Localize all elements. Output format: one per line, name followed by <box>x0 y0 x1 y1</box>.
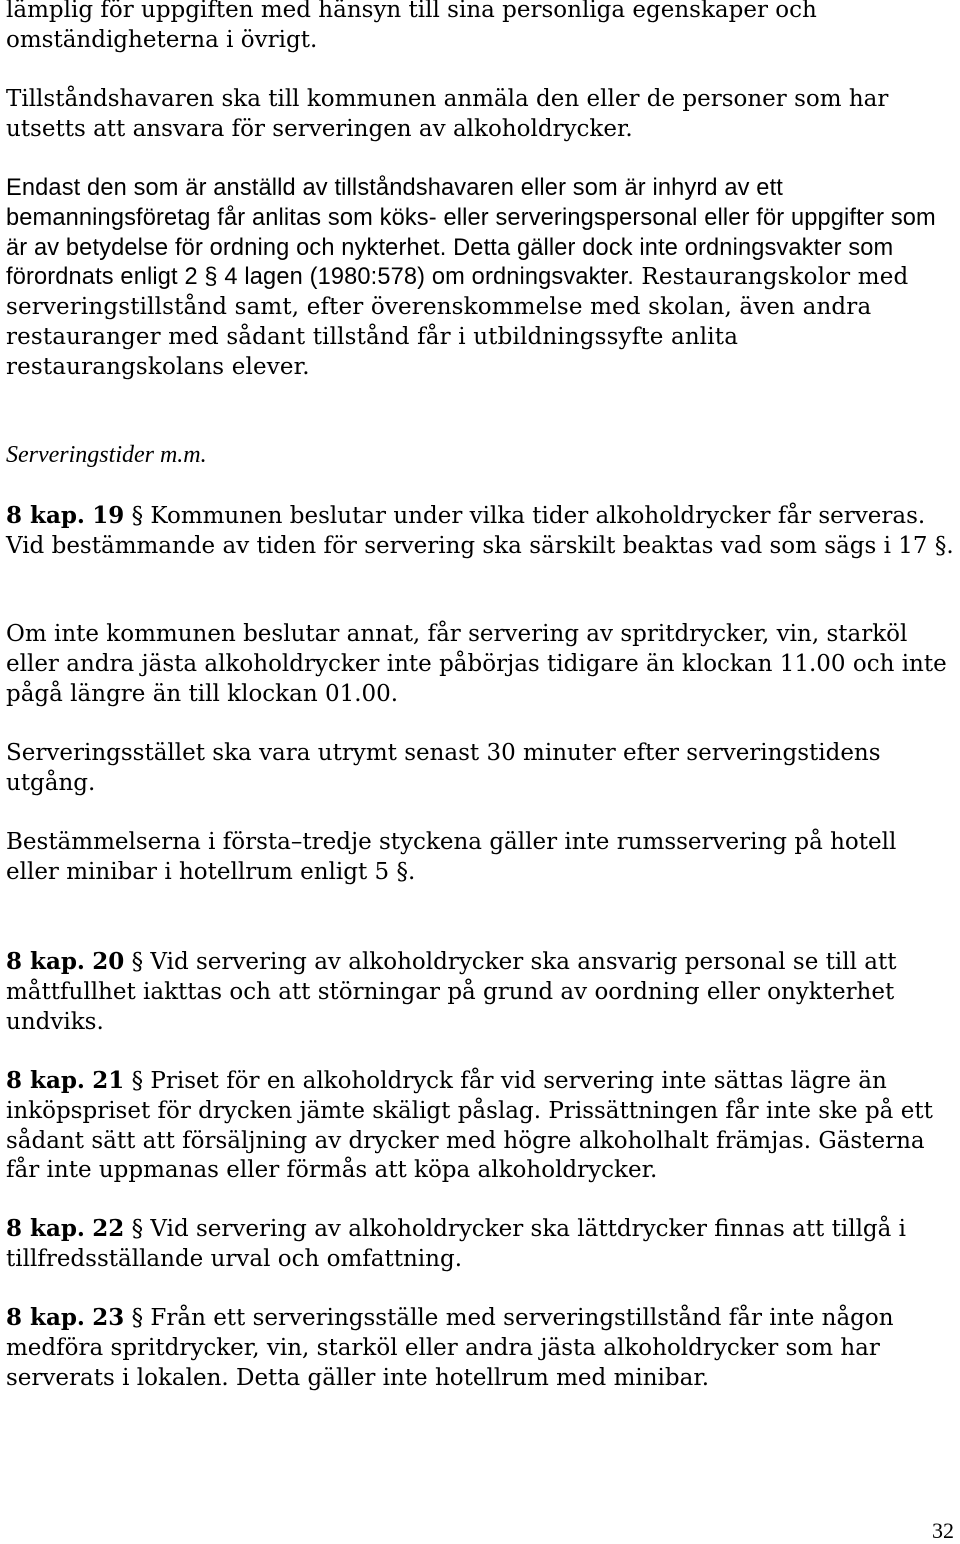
page-number: 32 <box>932 1518 954 1543</box>
section-sign: § <box>396 858 408 885</box>
section-sign: § <box>131 503 144 529</box>
paragraph-3: Endast den som är anställd av tillståndshavaren eller som är inhyrd av ett bemanningsföretag får anlitas som köks- eller serveringspersonal eller för uppgifter som är av betydelse för ordning och nykterhet. Detta gäller dock inte ordningsvakter som förordnats enligt 2 § 4 lagen (1980:578) om ordningsvakter. Restaurangskolor med serveringstillstånd samt, efter överenskommelse med skolan, även andra restauranger med sådant tillstånd får i utbildningssyfte anlita restaurangskolans elever. <box>6 175 936 380</box>
paragraph-19-fourth: Bestämmelserna i första–tredje styckena gäller inte rumsservering på hotell eller minibar i hotellrum enligt 5 §. <box>6 829 897 885</box>
paragraph-19-second: Om inte kommunen beslutar annat, får servering av spritdrycker, vin, starköl eller andra jästa alkoholdrycker inte påbörjas tidigare än klockan 11.00 och inte pågå längre än till klockan 01.00. <box>6 621 947 707</box>
paragraph-22: 8 kap. 22 § Vid servering av alkoholdrycker ska lättdrycker finnas att tillgå i tillfredsställande urval och omfattning. <box>6 1215 907 1272</box>
paragraph-21: 8 kap. 21 § Priset för en alkoholdryck får vid servering inte sättas lägre än inköpspriset för drycken jämte skäligt påslag. Prissättningen får inte ske på ett sådant sätt att försäljning av drycker med högre alkoholhalt främjas. Gästerna får inte uppmanas eller förmås att köpa alkoholdrycker. <box>6 1067 933 1184</box>
paragraph-23: 8 kap. 23 § Från ett serveringsställe med serveringstillstånd får inte någon medföra spritdrycker, vin, starköl eller andra jästa alkoholdrycker som har serverats i lokalen. Detta gäller inte hotellrum med minibar. <box>6 1304 894 1391</box>
section-sign: § <box>131 949 144 975</box>
section-sign: § <box>131 1305 144 1331</box>
paragraph-1: lämplig för uppgiften med hänsyn till sina personliga egenskaper och omständigheterna i övrigt. <box>6 0 817 53</box>
paragraph-20: 8 kap. 20 § Vid servering av alkoholdrycker ska ansvarig personal se till att måttfullhet iakttas och att störningar på grund av oordning eller onykterhet undviks. <box>6 948 897 1035</box>
section-sign: § <box>131 1068 144 1094</box>
paragraph-2: Tillståndshavaren ska till kommunen anmäla den eller de personer som har utsetts att ansvara för serveringen av alkoholdrycker. <box>6 86 889 142</box>
section-sign: § <box>131 1216 144 1242</box>
paragraph-19: 8 kap. 19 § Kommunen beslutar under vilka tider alkoholdrycker får serveras. Vid bestämmande av tiden för servering ska särskilt beaktas vad som sägs i 17 §. <box>6 502 954 559</box>
section-sign: § <box>204 264 218 291</box>
paragraph-19-third: Serveringsstället ska vara utrymt senast 30 minuter efter serveringstidens utgång. <box>6 740 881 796</box>
section-heading: Serveringstider m.m. <box>6 442 207 468</box>
section-sign: § <box>934 532 947 559</box>
